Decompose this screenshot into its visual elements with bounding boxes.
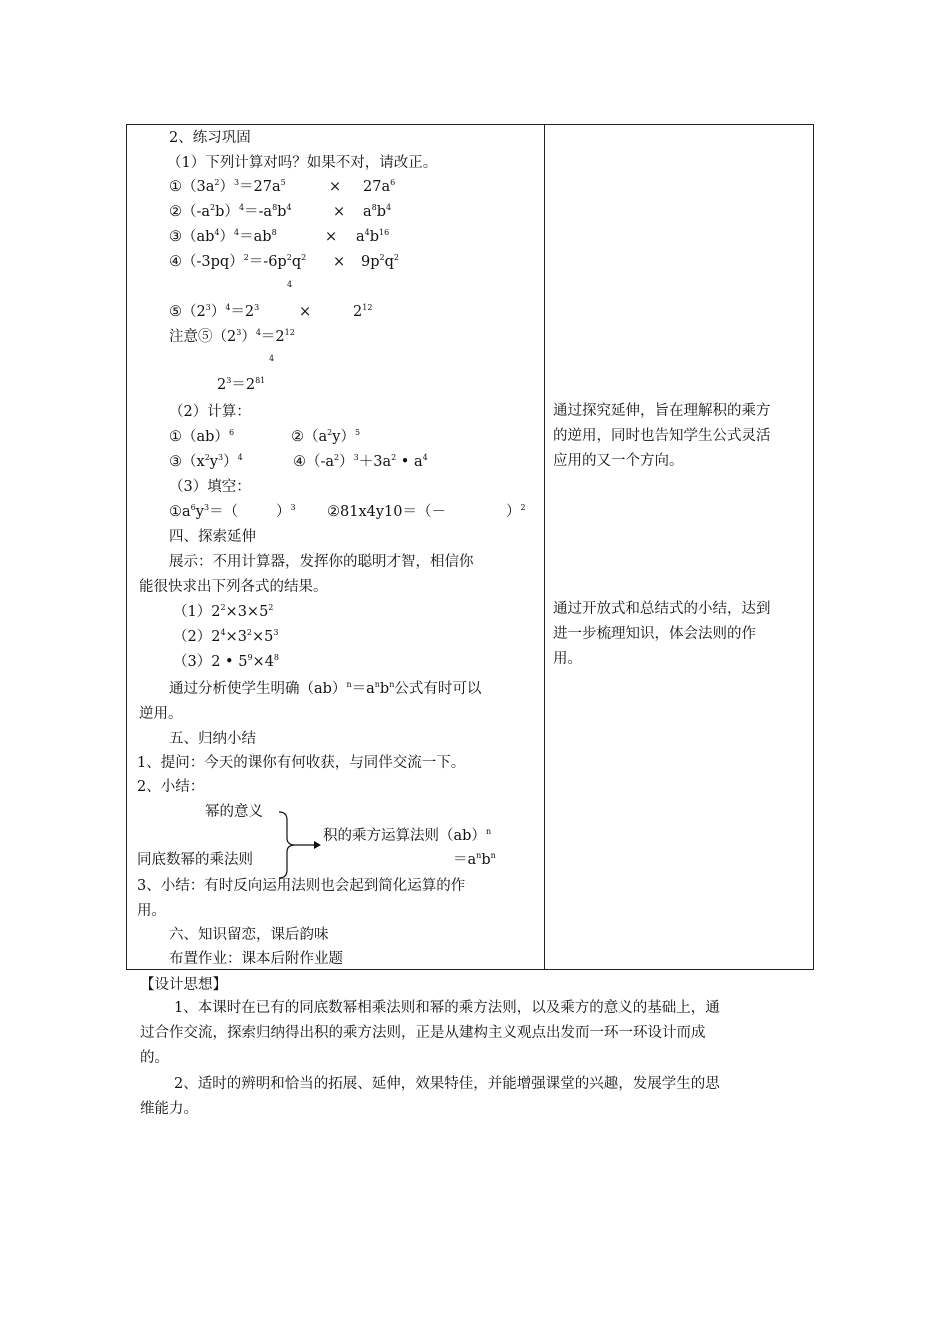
wrong-mark-1: × (329, 179, 342, 195)
question-2: （2）计算： (169, 404, 251, 420)
show-line-1: 展示：不用计算器，发挥你的聪明才智，相信你 (169, 554, 474, 570)
row-4: $④(-3pq)^2=-6p^2q^2$ (169, 253, 307, 270)
calc-2: $②(a^2y)^5$ (291, 428, 361, 445)
diagram-rule-2: $=a^nb^n$ (453, 851, 496, 868)
design-title: 【设计思想】 (140, 977, 227, 993)
diagram-same-base: 同底数幂的乘法则 (137, 852, 253, 868)
summary-3-line-2: 用。 (137, 903, 166, 919)
small-4-b: 4 (269, 354, 275, 363)
summary-3-line-1: 3、小结：有时反向运用法则也会起到简化运算的作 (137, 878, 466, 894)
analysis-line-1: 通过分析使学生明确$(ab)^n=a^nb^n$公式有时可以 (169, 680, 482, 697)
show-line-2: 能很快求出下列各式的结果。 (139, 579, 328, 595)
correction-4: $9p^2q^2$ (361, 253, 399, 270)
explore-2: $(2)2^4\times 3^2\times 5^3$ (173, 628, 279, 645)
row-5: $⑤(2^3)^4=2^3$ (169, 303, 260, 320)
correction-1: $27a^6$ (363, 178, 396, 195)
wrong-mark-3: × (325, 229, 338, 245)
wrong-mark-5: × (299, 304, 312, 320)
fill-1: $①a^6y^3=$（ ）$^3$ (169, 503, 296, 520)
right-note-1: 通过探究延伸，旨在理解积的乘方 的逆用，同时也告知学生公式灵活 应用的又一个方向。 (553, 403, 771, 469)
homework: 布置作业：课本后附作业题 (169, 951, 343, 967)
explore-3: （3）2 • $5^9\times 4^8$ (173, 653, 280, 670)
note-line: 注意$⑤(2^3)^4=2^{12}$ (169, 328, 295, 345)
practice-heading: 2、练习巩固 (169, 130, 251, 146)
correction-3: $a^4b^{16}$ (356, 228, 390, 245)
design-paragraph-1: 1、本课时在已有的同底数幂相乘法则和幂的乘方法则，以及乘方的意义的基础上，通 过合作交流，探索归纳得出积的乘方法则，正是从建构主义观点出发而一环一环设计而成 的。 (140, 1000, 720, 1066)
calc-4: $④(-a^2)^3+3a^2$ • $a^4$ (293, 453, 428, 470)
design-paragraph-2: 2、适时的辨明和恰当的拓展、延伸，效果特佳，并能增强课堂的兴趣，发展学生的思 维能力。 (140, 1076, 720, 1117)
diagram-rule: 积的乘方运算法则（ab）$^n$ (323, 827, 492, 844)
explore-heading: 四、探索延伸 (169, 529, 256, 545)
calc-3: $③(x^2y^3)^4$ (169, 453, 243, 470)
column-divider (544, 125, 545, 969)
right-note-2: 通过开放式和总结式的小结，达到 进一步梳理知识，体会法则的作 用。 (553, 601, 771, 667)
lesson-table (126, 124, 814, 970)
note-line-2: $2^3=2^{81}$ (217, 376, 266, 393)
wrong-mark-2: × (333, 204, 346, 220)
correction-2: $a^8b^4$ (363, 203, 392, 220)
section-six-heading: 六、知识留恋，课后韵味 (169, 927, 329, 943)
summary-1: 1、提问：今天的课你有何收获，与同伴交流一下。 (137, 755, 466, 771)
fill-2: ②81x4y10＝（－ ）$^2$ (327, 503, 526, 520)
small-4-a: 4 (287, 280, 293, 289)
summary-heading: 五、归纳小结 (169, 731, 256, 747)
calc-1: ①（ab）$^6$ (169, 428, 235, 445)
question-3: （3）填空： (169, 479, 251, 495)
explore-1: $(1)2^2\times 3\times 5^2$ (173, 603, 274, 620)
brace-arrow-diagram (277, 810, 322, 880)
summary-2: 2、小结： (137, 779, 205, 795)
correction-5: $2^{12}$ (353, 303, 373, 320)
diagram-power-meaning: 幂的意义 (205, 804, 263, 820)
row-3: $③(ab^4)^4=ab^8$ (169, 228, 277, 245)
wrong-mark-4: × (333, 254, 346, 270)
row-2: $②(-a^2b)^4=-a^8b^4$ (169, 203, 292, 220)
row-1: $①(3a^2)^3=27a^5$ (169, 178, 286, 195)
question-1: （1）下列计算对吗？如果不对，请改正。 (167, 155, 438, 171)
analysis-line-2: 逆用。 (139, 706, 183, 722)
